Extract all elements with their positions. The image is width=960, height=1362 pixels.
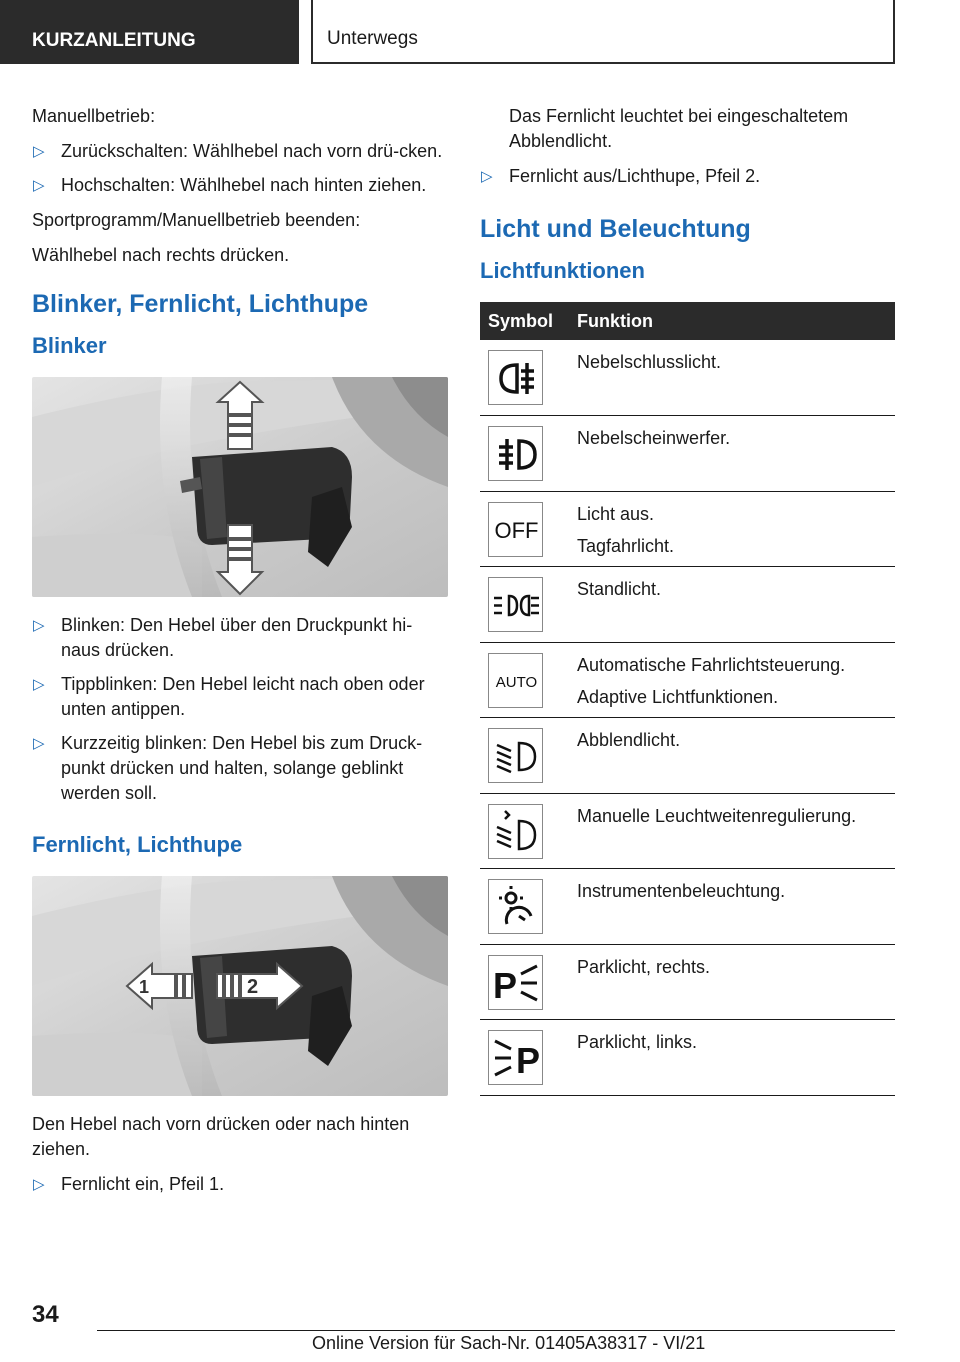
- triangle-bullet-icon: ▷: [33, 617, 45, 634]
- subsection-title-lichtfunktionen: Lichtfunktionen: [480, 258, 645, 283]
- blinker-lever-image: [32, 377, 448, 597]
- left-column: [32, 104, 448, 1207]
- list-item: ▷ Tippblinken: Den Hebel leicht nach oben oder unten antippen.: [33, 674, 425, 719]
- low-beam-icon: [488, 728, 543, 783]
- function-text: Parklicht, links.: [577, 1032, 698, 1052]
- fernlicht-off-list: [480, 164, 895, 189]
- table-row: [480, 944, 895, 1020]
- arrow-label-1: 1: [139, 977, 150, 997]
- right-column: [480, 104, 895, 1096]
- triangle-bullet-icon: ▷: [481, 168, 493, 185]
- table-row: [480, 869, 895, 945]
- table-row: [480, 1020, 895, 1096]
- function-text: Automatische Fahrlichtsteuerung.: [577, 654, 846, 675]
- column-header-funktion: Funktion: [569, 302, 895, 340]
- function-text: Parklicht, rechts.: [577, 956, 711, 977]
- instrument-lighting-icon: [488, 879, 543, 934]
- header-section-tab: KURZANLEITUNG: [0, 0, 299, 64]
- list-item: ▷ Zurückschalten: Wählhebel nach vorn drü‐cken.: [32, 139, 448, 164]
- function-text: Standlicht.: [577, 579, 662, 599]
- footer-text: Online Version für Sach-Nr. 01405A38317 - VI/21: [312, 1333, 706, 1353]
- svg-text:OFF: OFF: [494, 517, 539, 543]
- table-row: [480, 718, 895, 794]
- table-row: [480, 642, 895, 718]
- function-text: Tagfahrlicht.: [577, 535, 675, 556]
- list-item: ▷ Fernlicht ein, Pfeil 1.: [32, 1172, 448, 1197]
- manual-mode-label: Manuellbetrieb:: [32, 106, 156, 126]
- parking-light-left-icon: [488, 1030, 543, 1085]
- function-text: Instrumentenbeleuchtung.: [577, 881, 786, 901]
- front-fog-light-icon: [488, 426, 543, 481]
- function-text: Abblendlicht.: [577, 730, 681, 750]
- table-row: [480, 491, 895, 567]
- footer-divider: [97, 1330, 895, 1331]
- function-text: Manuelle Leuchtweitenregulierung.: [577, 805, 857, 826]
- subsection-title-fernlicht: Fernlicht, Lichthupe: [32, 832, 243, 857]
- fernlicht-lever-image: [32, 876, 448, 1096]
- page-number: 34: [32, 1301, 59, 1328]
- section-title-licht: Licht und Beleuchtung: [480, 215, 751, 243]
- function-text: Adaptive Lichtfunktionen.: [577, 686, 779, 707]
- header-chapter-tab: Unterwegs: [311, 0, 895, 64]
- sport-end-label: Sportprogramm/Manuellbetrieb beenden:: [32, 210, 361, 230]
- table-row: [480, 793, 895, 869]
- svg-text:AUTO: AUTO: [495, 673, 538, 691]
- triangle-bullet-icon: ▷: [33, 143, 45, 160]
- triangle-bullet-icon: ▷: [33, 177, 45, 194]
- list-item: ▷ Blinken: Den Hebel über den Druckpunkt hi‐naus drücken.: [33, 615, 413, 660]
- triangle-bullet-icon: ▷: [33, 1176, 45, 1193]
- fernlicht-list: [32, 1172, 448, 1197]
- off-icon: [488, 502, 543, 557]
- auto-icon: [488, 653, 543, 708]
- fernlicht-text: Den Hebel nach vorn drücken oder nach hinten ziehen.: [32, 1114, 410, 1159]
- manual-mode-list: [32, 139, 448, 198]
- function-text: Nebelschlusslicht.: [577, 352, 722, 372]
- function-text: Licht aus.: [577, 503, 655, 524]
- section-title-blinker-fernlicht: Blinker, Fernlicht, Lichthupe: [32, 290, 369, 318]
- headlight-range-icon: [488, 804, 543, 859]
- arrow-label-2: 2: [247, 976, 259, 998]
- subsection-title-blinker: Blinker: [32, 333, 107, 358]
- list-item: ▷ Kurzzeitig blinken: Den Hebel bis zum Druck‐punkt drücken und halten, solange geblinkt werden soll.: [33, 733, 423, 803]
- table-header-row: [480, 302, 895, 340]
- svg-text:P: P: [492, 964, 518, 1006]
- table-row: [480, 567, 895, 643]
- svg-text:P: P: [515, 1040, 541, 1081]
- triangle-bullet-icon: ▷: [33, 676, 45, 693]
- parking-light-icon: [488, 577, 543, 632]
- table-row: [480, 340, 895, 416]
- blinker-list: [32, 613, 448, 806]
- function-text: Nebelscheinwerfer.: [577, 428, 731, 448]
- fernlicht-continued-text: Das Fernlicht leuchtet bei eingeschaltetem Abblendlicht.: [509, 106, 849, 151]
- table-row: [480, 416, 895, 492]
- column-header-symbol: Symbol: [480, 302, 569, 340]
- triangle-bullet-icon: ▷: [33, 735, 45, 752]
- list-item: ▷ Fernlicht aus/Lichthupe, Pfeil 2.: [480, 164, 895, 189]
- sport-end-text: Wählhebel nach rechts drücken.: [32, 245, 290, 265]
- rear-fog-light-icon: [488, 350, 543, 405]
- list-item: ▷ Hochschalten: Wählhebel nach hinten ziehen.: [32, 173, 448, 198]
- parking-light-right-icon: [488, 955, 543, 1010]
- light-functions-table: [480, 302, 895, 1096]
